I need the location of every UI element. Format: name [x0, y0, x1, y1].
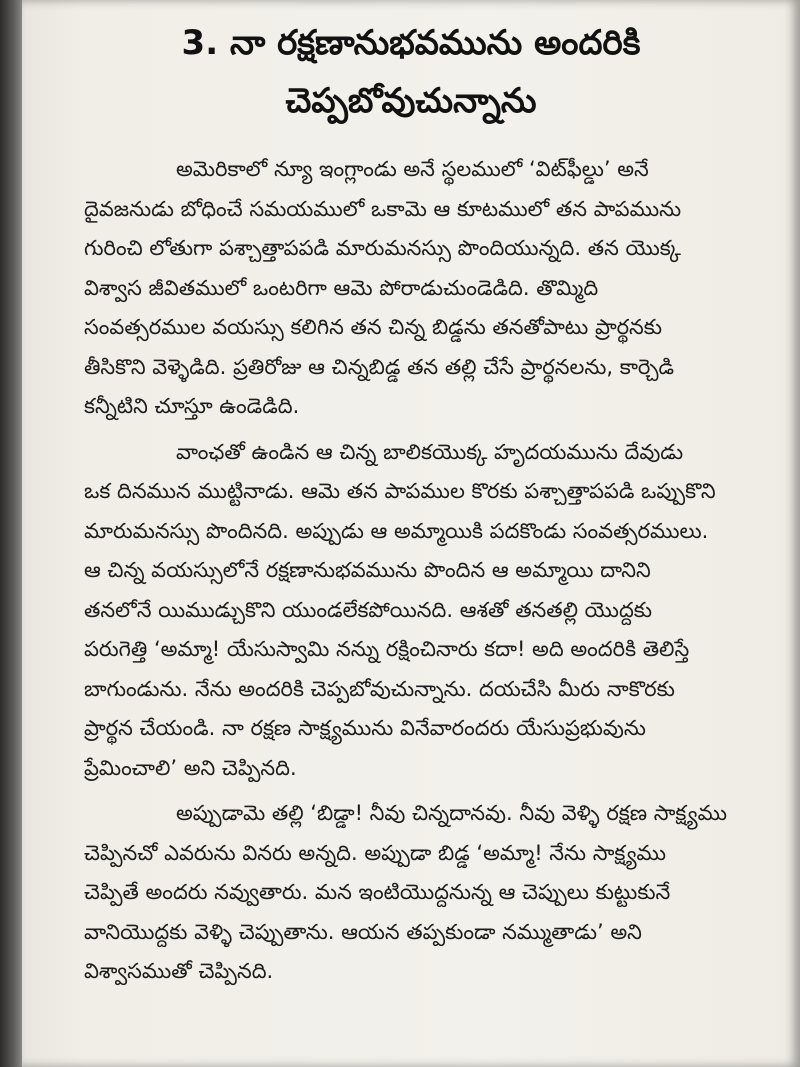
book-spine-shadow	[0, 0, 22, 1067]
text-line: అమెరికాలో న్యూ ఇంగ్లాండు అనే స్థలములో ‘విట్‌ఫీల్డు’ అనే	[176, 157, 649, 181]
text-line: ప్రార్థన చేయండి. నా రక్షణ సాక్ష్యమును వినేవారందరు యేసుప్రభువును	[84, 716, 646, 740]
paragraph-3	[84, 794, 800, 992]
text-line: పరుగెత్తి ‘అమ్మా! యేసుస్వామి నన్ను రక్షించినారు కదా! అది అందరికి తెలిస్తే	[84, 637, 690, 661]
text-line: విశ్వాసముతో చెప్పినది.	[84, 959, 274, 983]
text-line: మారుమనస్సు పొందినది. అప్పుడు ఆ అమ్మాయికి పదకొండు సంవత్సరములు.	[84, 518, 709, 543]
paragraph-1	[84, 150, 800, 427]
book-page	[22, 0, 800, 1067]
text-line: చెప్పితే అందరు నవ్వుతారు. మన ఇంటియొద్దనున్న ఆ చెప్పులు కుట్టుకునే	[84, 880, 671, 904]
text-line: విశ్వాస జీవితములో ఒంటరిగా ఆమె పోరాడుచుండెడిది. తొమ్మిది	[84, 275, 599, 300]
text-line: సంవత్సరముల వయస్సు కలిగిన తన చిన్న బిడ్డను తనతోపాటు ప్రార్థనకు	[84, 315, 663, 339]
chapter-body	[84, 150, 800, 998]
text-line: బాగుండును. నేను అందరికి చెప్పబోవుచున్నాను. దయచేసి మీరు నాకొరకు	[84, 676, 675, 701]
chapter-title	[22, 14, 800, 130]
text-line: కన్నీటిని చూస్తూ ఉండెడిది.	[84, 394, 300, 418]
text-line: ప్రేమించాలి’ అని చెప్పినది.	[84, 755, 297, 780]
text-line: ఒక దినమున ముట్టినాడు. ఆమె తన పాపముల కొరకు పశ్చాత్తాపపడి ఒప్పుకొని	[84, 479, 716, 503]
text-line: అప్పుడామె తల్లి ‘బిడ్డా! నీవు చిన్నదానవు. నీవు వెళ్ళి రక్షణ సాక్ష్యము	[176, 801, 728, 825]
paragraph-2	[84, 433, 800, 789]
text-line: వానియొద్దకు వెళ్ళి చెప్పుతాను. ఆయన తప్పకుండా నమ్ముతాడు’ అని	[84, 919, 642, 944]
text-line: చెప్పినచో ఎవరును వినరు అన్నది. అప్పుడా బిడ్డ ‘అమ్మా! నేను సాక్ష్యము	[84, 840, 667, 865]
text-line: తనలోనే యిముడ్చుకొని యుండలేకపోయినది. ఆశతో తనతల్లి యొద్దకు	[84, 597, 653, 622]
text-line: దైవజనుడు బోధించే సమయములో ఒకామె ఆ కూటములో తన పాపమును	[84, 196, 682, 221]
chapter-title-line: 3. నా రక్షణానుభవమును అందరికి	[181, 23, 641, 63]
text-line: ఆ చిన్న వయస్సులోనే రక్షణానుభవమును పొందిన ఆ అమ్మాయి దానిని	[84, 558, 651, 582]
text-line: తీసికొని వెళ్ళెడిది. ప్రతిరోజు ఆ చిన్నబిడ్డ తన తల్లి చేసే ప్రార్థనలను, కార్చెడి	[84, 354, 675, 379]
text-line: గురించి లోతుగా పశ్చాత్తాపపడి మారుమనస్సు పొందియున్నది. తన యొక్క	[84, 236, 681, 260]
text-line: వాంఛతో ఉండిన ఆ చిన్న బాలికయొక్క హృదయమును దేవుడు	[176, 439, 684, 464]
chapter-title-line: చెప్పబోవుచున్నాను	[285, 81, 537, 121]
